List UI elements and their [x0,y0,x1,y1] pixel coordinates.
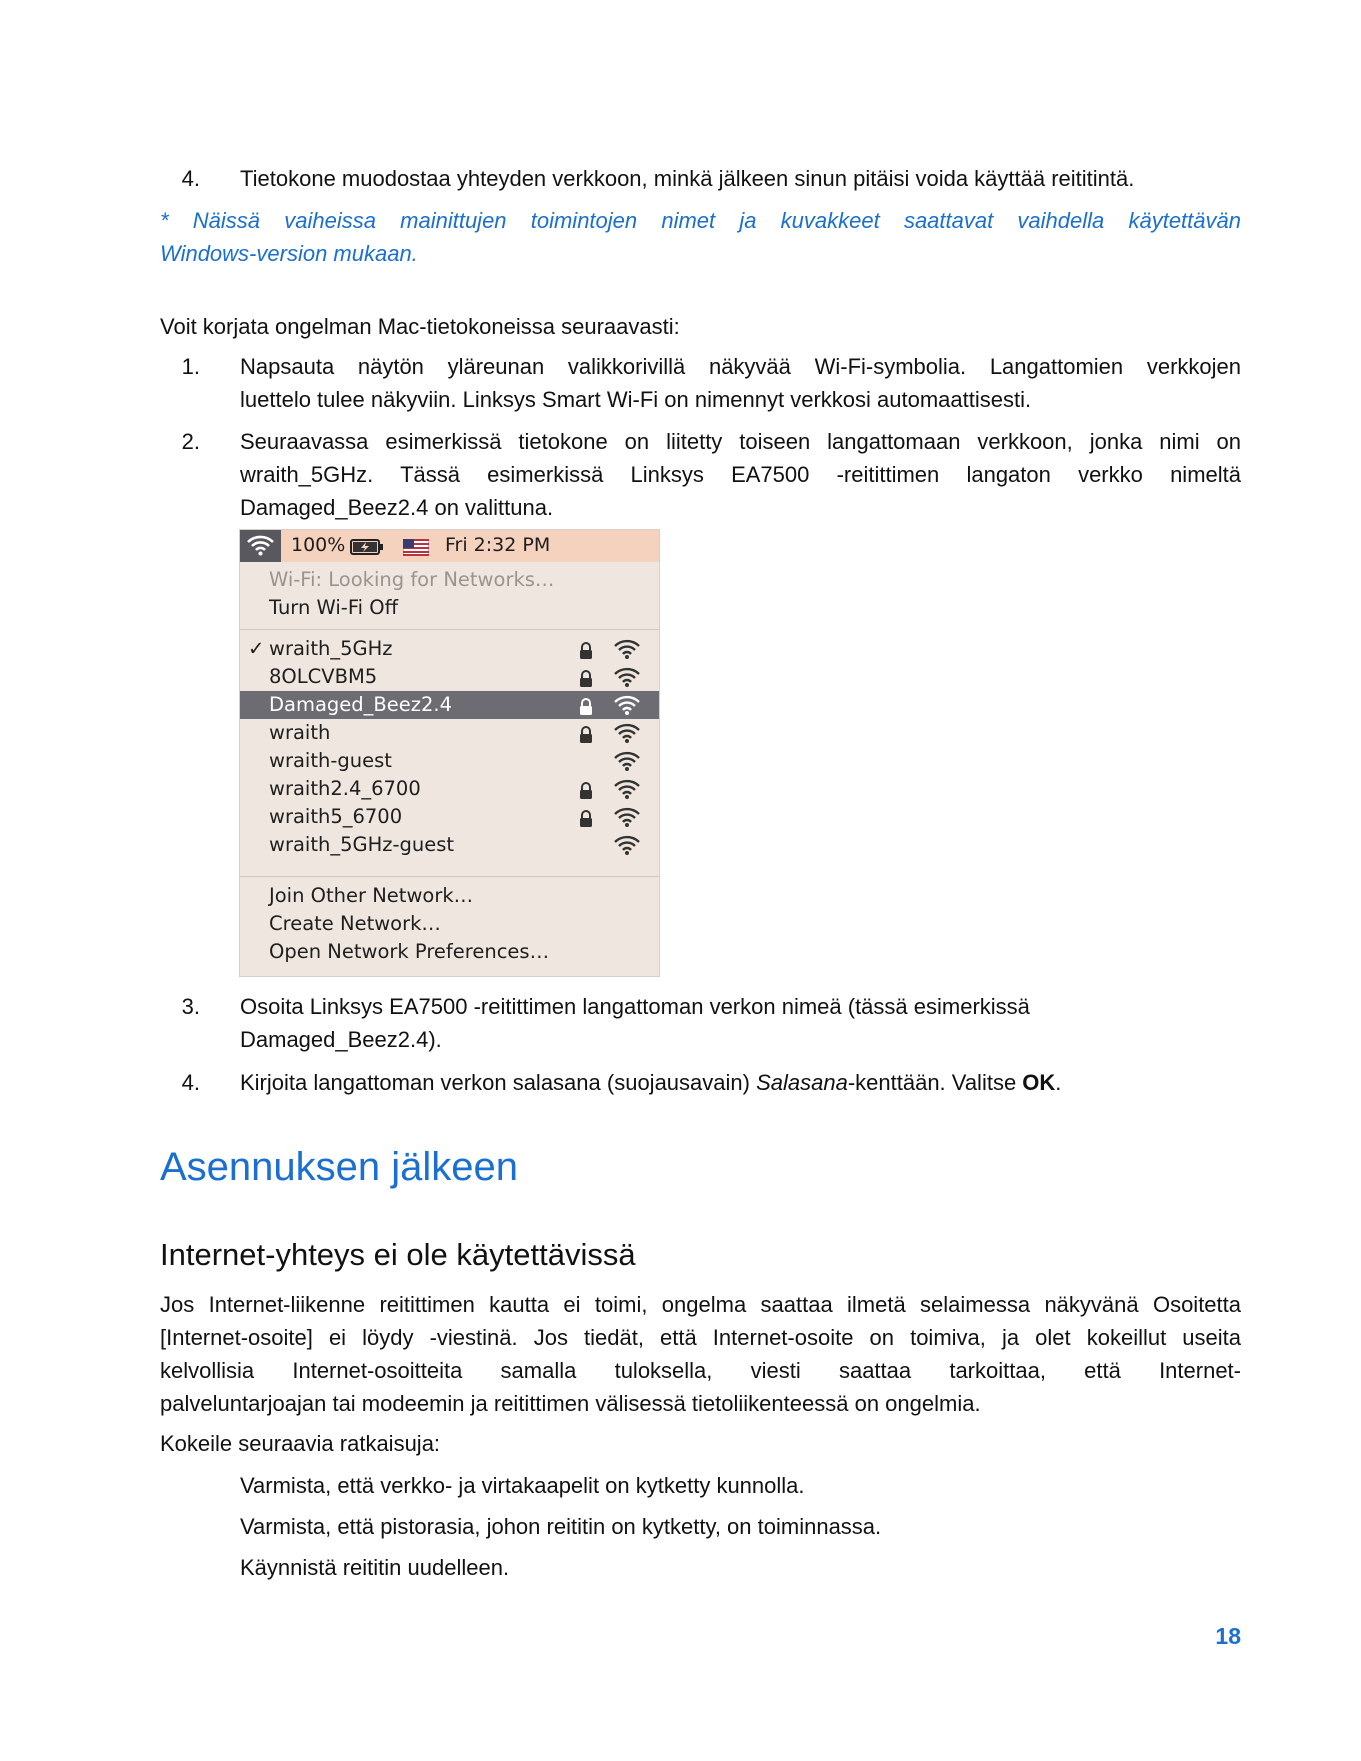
network-name: wraith_5GHz-guest [269,833,455,856]
step-text-line: wraith_5GHz. Tässä esimerkissä Linksys EA7500 -reitittimen langaton verkko nimeltä [240,462,1241,487]
paragraph-line: Jos Internet-liikenne reitittimen kautta ei toimi, ongelma saattaa ilmetä selaimessa näkyvänä Osoitetta [160,1292,1241,1317]
network-name: wraith-guest [269,749,392,772]
mac-step-4 [160,1066,1241,1101]
clock: Fri 2:32 PM [445,534,551,556]
step-text-line: Damaged_Beez2.4 on valittuna. [240,495,554,520]
create-network-item[interactable]: Create Network… [269,912,441,935]
try-intro: Kokeile seuraavia ratkaisuja: [160,1431,441,1456]
step-number: 4. [181,1070,200,1095]
mac-step-1 [160,350,1241,420]
network-item[interactable] [240,691,659,719]
step-text-line: Osoita Linksys EA7500 -reitittimen langattoman verkon nimeä (tässä esimerkissä [240,994,1030,1019]
network-name: wraith5_6700 [269,805,403,828]
paragraph-line: [Internet-osoite] ei löydy -viestinä. Jos tiedät, että Internet-osoite on toimiva, ja olet kokeillut useita [160,1325,1241,1350]
page-number: 18 [1215,1623,1241,1649]
step-number: 3. [181,994,200,1019]
open-network-preferences-item[interactable]: Open Network Preferences… [269,940,550,963]
step-text: Tietokone muodostaa yhteyden verkkoon, minkä jälkeen sinun pitäisi voida käyttää reititintä. [240,166,1135,191]
field-name-salasana: Salasana [756,1070,848,1095]
paragraph-line: kelvollisia Internet-osoitteita samalla tuloksella, viesti saattaa tarkoittaa, että Internet- [160,1358,1241,1383]
battery-icon [350,538,384,561]
network-name: Damaged_Beez2.4 [269,693,453,716]
us-flag-icon [403,538,429,561]
network-item[interactable] [240,831,659,859]
wifi-menu-screenshot [239,529,660,977]
network-name: wraith2.4_6700 [269,777,421,800]
network-name: 8OLCVBM5 [269,665,378,688]
network-item[interactable] [240,747,659,775]
network-item[interactable] [240,719,659,747]
network-item[interactable] [240,803,659,831]
join-other-network-item[interactable]: Join Other Network… [269,884,474,907]
mac-intro: Voit korjata ongelman Mac-tietokoneissa seuraavasti: [160,314,680,339]
section-heading: Asennuksen jälkeen [160,1145,519,1189]
menu-bar [240,530,659,562]
solution-item: Varmista, että pistorasia, johon reititin on kytketty, on toiminnassa. [240,1514,882,1539]
wifi-status: Wi-Fi: Looking for Networks… [269,568,555,591]
step-text-line: luettelo tulee näkyviin. Linksys Smart Wi-Fi on nimennyt verkkosi automaattisesti. [240,387,1032,412]
network-item[interactable] [240,775,659,803]
step-text-line: Kirjoita langattoman verkon salasana (suojausavain) Salasana-kenttään. Valitse OK. [240,1070,1062,1095]
network-item[interactable] [240,635,659,663]
network-name: wraith_5GHz [269,637,393,660]
menu-separator [240,876,659,877]
ok-label: OK [1022,1070,1056,1095]
solution-item: Varmista, että verkko- ja virtakaapelit on kytketty kunnolla. [240,1473,805,1498]
solution-item: Käynnistä reititin uudelleen. [240,1555,510,1580]
battery-percent: 100% [291,534,346,556]
network-item[interactable] [240,663,659,691]
mac-step-3 [160,990,1241,1060]
note-line-1: * Näissä vaiheissa mainittujen toimintojen nimet ja kuvakkeet saattavat vaihdella käytettävän [160,208,1241,233]
menu-separator [240,629,659,630]
step-text-line: Damaged_Beez2.4). [240,1027,442,1052]
step-text-line: Napsauta näytön yläreunan valikkorivillä näkyvää Wi-Fi-symbolia. Langattomien verkkojen [240,354,1241,379]
wifi-signal-icon [613,834,641,864]
step-text-line: Seuraavassa esimerkissä tietokone on liitetty toiseen langattomaan verkkoon, jonka nimi on [240,429,1241,454]
checkmark-icon: ✓ [248,637,265,660]
turn-wifi-off-item[interactable]: Turn Wi-Fi Off [269,596,399,619]
mac-step-2 [160,425,1241,535]
step-number: 2. [181,429,200,454]
network-name: wraith [269,721,331,744]
step-number: 4. [181,166,200,191]
note-line-2: Windows-version mukaan. [160,241,418,266]
subsection-heading: Internet-yhteys ei ole käytettävissä [160,1237,636,1272]
wifi-menubar-icon[interactable] [240,530,281,562]
paragraph-line: palveluntarjoajan tai modeemin ja reitittimen välisessä tietoliikenteessä on ongelmia. [160,1391,981,1416]
step-number: 1. [181,354,200,379]
